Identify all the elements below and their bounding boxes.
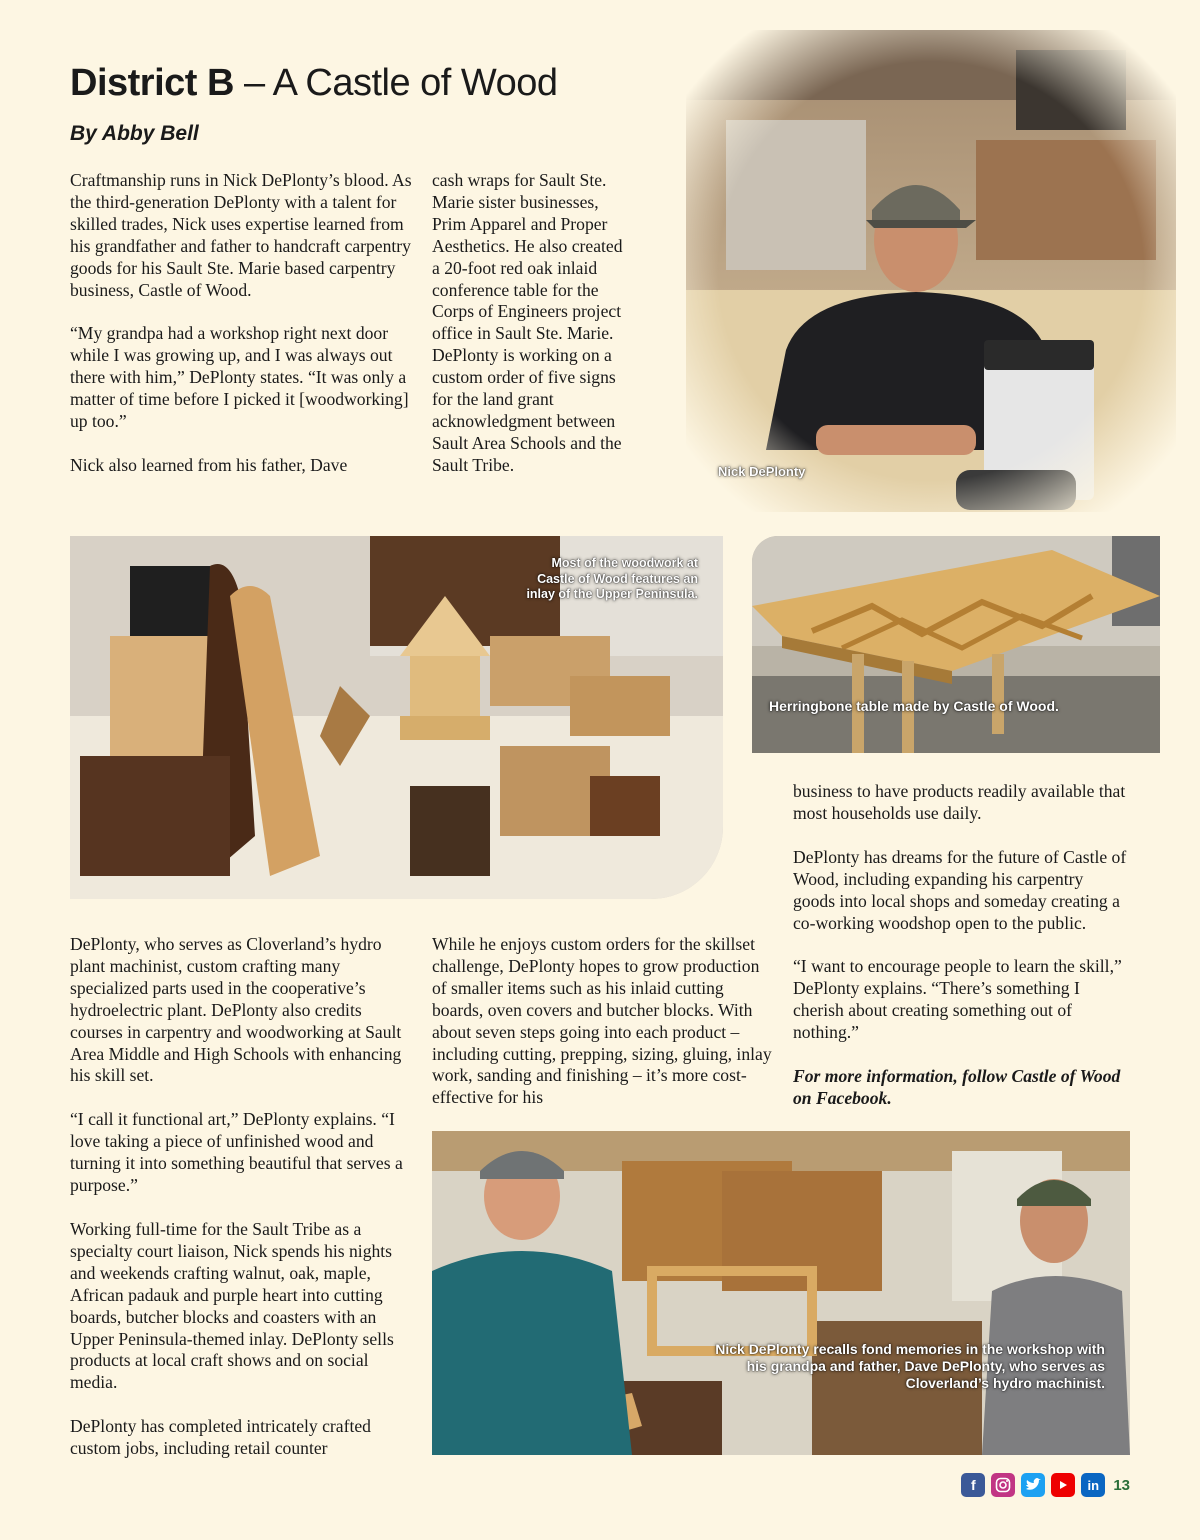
paragraph: Working full-time for the Sault Tribe as a specialty court liaison, Nick spends his nights and weekends crafting walnut, oak, maple, African padauk and purple heart into cutting boards, butcher blocks and coasters with an Upper Peninsula-themed inlay. DePlonty sells products at local craft shows and on social media. — [70, 1218, 394, 1393]
title-subtitle: – A Castle of Wood — [233, 62, 558, 104]
instagram-icon[interactable] — [991, 1473, 1015, 1497]
article-title — [70, 62, 557, 105]
paragraph: “I call it functional art,” DePlonty explains. “I love taking a piece of unfinished wood and turning it into something beautiful that serves a purpose.” — [70, 1109, 403, 1196]
paragraph: DePlonty has dreams for the future of Castle of Wood, including expanding his carpentry goods into local shops and someday creating a co-working woodshop open to the public. — [793, 846, 1127, 933]
text-column-1-top — [70, 170, 415, 477]
byline: By Abby Bell — [70, 122, 199, 145]
paragraph: “I want to encourage people to learn the skill,” DePlonty explains. “There’s something I cherish about creating something out of nothing.” — [793, 956, 1122, 1043]
title-district: District B — [70, 62, 234, 104]
paragraph: While he enjoys custom orders for the skillset challenge, DePlonty hopes to grow production of smaller items such as his inlaid cutting boards, oven covers and butcher blocks. With about seven steps going into each product – including cutting, prepping, sizing, gluing, inlay work, sanding and finishing – it’s more cost-effective for his — [432, 934, 772, 1108]
table-photo — [752, 536, 1160, 753]
facebook-call-to-action: For more information, follow Castle of Wood on Facebook. — [793, 1066, 1121, 1108]
workshop-photo — [432, 1131, 1130, 1455]
linkedin-icon[interactable]: in — [1081, 1473, 1105, 1497]
paragraph: “My grandpa had a workshop right next door while I was growing up, and I was always out there with him,” DePlonty states. “It was only a matter of time before I picked it [woodworking] up too.” — [70, 323, 409, 432]
paragraph: DePlonty, who serves as Cloverland’s hydro plant machinist, custom crafting many specialized parts used in the cooperative’s hydroelectric plant. DePlonty also credits courses in carpentry and woodworking at Sault Area Middle and High Schools with enhancing his skill set. — [70, 934, 402, 1086]
paragraph: Craftmanship runs in Nick DePlonty’s blood. As the third-generation DePlonty with a talent for skilled trades, Nick uses expertise learned from his grandfather and father to handcraft carpentry goods for his Sault Ste. Marie based carpentry business, Castle of Wood. — [70, 170, 412, 300]
twitter-icon[interactable] — [1021, 1473, 1045, 1497]
workshop-caption: Nick DePlonty recalls fond memories in the workshop with his grandpa and father, Dave DePlonty, who serves as Cloverland’s hydro machinist. — [715, 1341, 1105, 1391]
paragraph: Nick also learned from his father, Dave — [70, 454, 348, 475]
text-column-1-bottom — [70, 934, 415, 1460]
portrait-caption: Nick DePlonty — [718, 464, 806, 479]
facebook-icon[interactable]: f — [961, 1473, 985, 1497]
text-column-2-top — [432, 170, 628, 477]
text-column-2-bottom — [432, 934, 772, 1109]
text-column-3 — [793, 781, 1128, 1110]
portrait-photo — [686, 30, 1176, 512]
paragraph: cash wraps for Sault Ste. Marie sister businesses, Prim Apparel and Proper Aesthetics. He also created a 20-foot red oak inlaid conference table for the Corps of Engineers project office in Sault Ste. Marie. DePlonty is working on a custom order of five signs for the land grant acknowledgment between Sault Area Schools and the Sault Tribe. — [432, 170, 623, 475]
footer — [961, 1473, 1130, 1497]
table-caption: Herringbone table made by Castle of Wood. — [769, 698, 1059, 714]
paragraph: DePlonty has completed intricately crafted custom jobs, including retail counter — [70, 1416, 371, 1459]
page-number: 13 — [1113, 1476, 1130, 1494]
paragraph: business to have products readily available that most households use daily. — [793, 781, 1126, 823]
youtube-icon[interactable] — [1051, 1473, 1075, 1497]
woodwork-caption: Most of the woodwork at Castle of Wood features an inlay of the Upper Peninsula. — [526, 556, 698, 601]
